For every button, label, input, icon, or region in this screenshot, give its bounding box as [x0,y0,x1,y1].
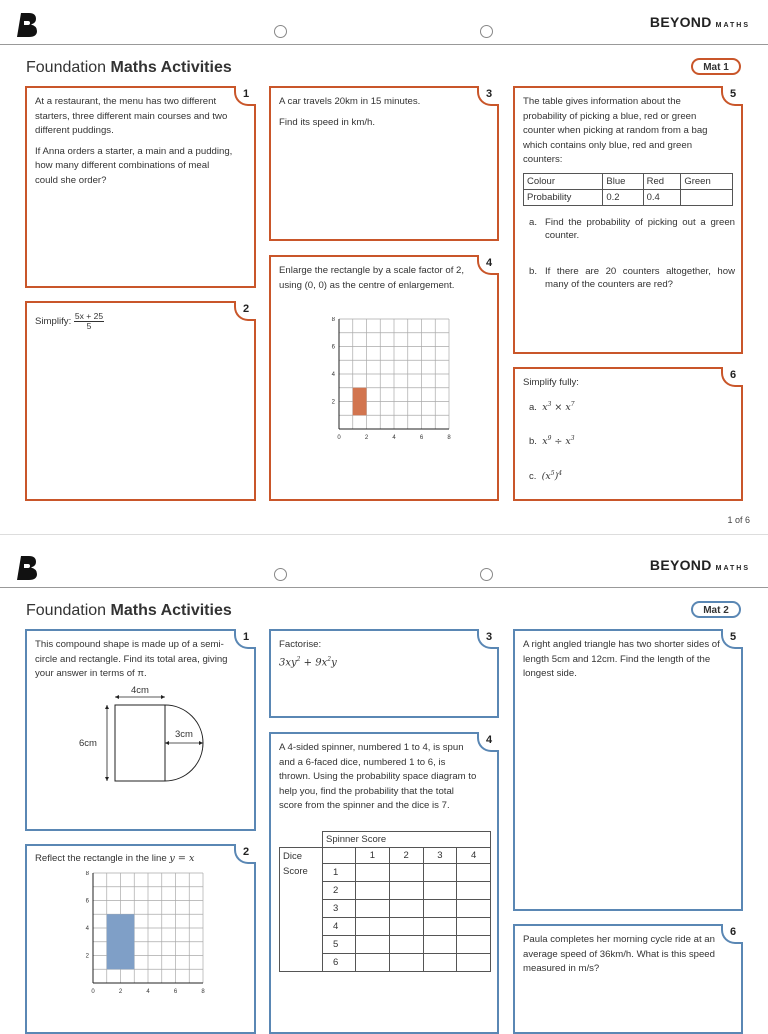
height-label: 6cm [79,738,97,749]
question-3-card [269,86,499,241]
question-1-card [25,86,256,288]
part-b: b. If there are 20 counters altogether, how many of the counters are red? [529,266,735,290]
beyond-logo-icon [16,555,38,581]
y-tick-label: 2 [85,953,89,960]
part-a: a. Find the probability of picking out a green counter. [529,217,735,241]
question-text: A right angled triangle has two shorter sides of length 5cm and 12cm. Find the length of the longest side. [523,639,720,679]
question-text: This compound shape is made up of a semi-circle and rectangle. Find its total area, giving your answer in terms of π. [35,639,228,679]
question-text: Simplify: [35,316,74,328]
fraction: $\frac{5x + 25}{5}$ [74,311,104,331]
header-rule [0,44,768,45]
punch-hole [274,568,287,581]
x-tick-label: 0 [337,435,341,441]
shaded-rectangle [107,914,135,969]
question-text: Factorise: [279,639,322,650]
y-tick-label: 4 [85,926,89,932]
part-a: a. $x^3 \times x^7$ [529,401,575,414]
y-tick-label: 8 [331,317,335,323]
x-tick-label: 6 [173,989,178,995]
punch-hole [480,568,493,581]
question-2-card [25,301,256,501]
y-tick-label: 6 [331,344,335,351]
mat-badge: Mat 2 [691,601,741,618]
question-4-card [269,732,499,1034]
shaded-rectangle [353,388,367,416]
question-6-card [513,367,743,501]
question-number: 4 [477,732,499,752]
x-tick-label: 6 [419,435,424,441]
brand-name: BEYOND MATHS [649,14,750,30]
compound-shape-diagram [67,683,247,793]
y-tick-label: 8 [85,871,89,877]
part-b: b. $x^9 \div x^3$ [529,435,575,448]
page-divider [0,534,768,535]
question-text: Enlarge the rectangle by a scale factor of 2, using (0, 0) as the centre of enlargement. [279,265,465,291]
probability-space-table: Spinner Score Dice Score 1 2 3 4 1 2 3 4 5 6 [279,831,491,972]
y-tick-label: 6 [85,898,89,905]
x-tick-label: 4 [392,435,396,441]
question-number: 5 [721,629,743,649]
page-number: 1 of 6 [727,515,750,525]
question-number: 4 [477,255,499,275]
question-2-card [25,844,256,1034]
line-equation: y = x [169,853,195,864]
question-number: 3 [477,629,499,649]
x-tick-label: 2 [118,989,123,995]
page-title: Foundation Maths Activities [26,59,232,76]
question-text: Find its speed in km/h. [279,116,375,128]
y-tick-label: 2 [331,399,335,406]
mat-badge: Mat 1 [691,58,741,75]
header-rule [0,587,768,588]
question-number: 6 [721,367,743,387]
question-text: At a restaurant, the menu has two different starters, three different main courses and two different puddings. [35,96,228,136]
question-number: 2 [234,844,256,864]
coordinate-grid [75,871,205,996]
question-5-card [513,629,743,911]
question-6-card [513,924,743,1034]
question-number: 1 [234,86,256,106]
expression: $3xy^2 + 9x^2y$ [279,655,337,668]
question-text: Reflect the rectangle in the line [35,853,170,864]
question-5-card [513,86,743,354]
coordinate-grid [321,317,451,442]
question-number: 3 [477,86,499,106]
radius-label: 3cm [175,729,193,740]
x-tick-label: 8 [201,989,205,995]
question-text: Paula completes her morning cycle ride at an average speed of 36km/h. What is this speed measured in m/s? [523,934,715,974]
width-label: 4cm [131,685,149,696]
x-tick-label: 2 [364,435,369,441]
brand-name: BEYOND MATHS [649,557,750,573]
question-number: 2 [234,301,256,321]
question-number: 6 [721,924,743,944]
punch-hole [274,25,287,38]
page-title: Foundation Maths Activities [26,602,232,619]
question-4-card [269,255,499,501]
question-text: A car travels 20km in 15 minutes. [279,96,421,107]
question-3-card [269,629,499,718]
question-text: A 4-sided spinner, numbered 1 to 4, is spun and a 6-faced dice, numbered 1 to 6, is thrown. Using the probability space diagram to help you, find the probability that the total score from the spinner and the dice is 7. [279,742,477,811]
x-tick-label: 4 [146,989,150,995]
question-text: If Anna orders a starter, a main and a pudding, how many different combinations of meal could she order? [35,145,233,186]
x-tick-label: 0 [91,989,95,995]
question-number: 1 [234,629,256,649]
beyond-logo-icon [16,12,38,38]
x-tick-label: 8 [447,435,451,441]
part-c: c. $(x^5)^4$ [529,470,563,483]
question-text: Simplify fully: [523,377,579,388]
punch-hole [480,25,493,38]
y-tick-label: 4 [331,372,335,378]
question-text: The table gives information about the probability of picking a blue, red or green counter when picking at random from a bag which contains only blue, red and green counters: [523,96,708,165]
question-number: 5 [721,86,743,106]
probability-table: Colour Blue Red Green Probability 0.2 0.4 [523,173,733,206]
question-1-card [25,629,256,831]
